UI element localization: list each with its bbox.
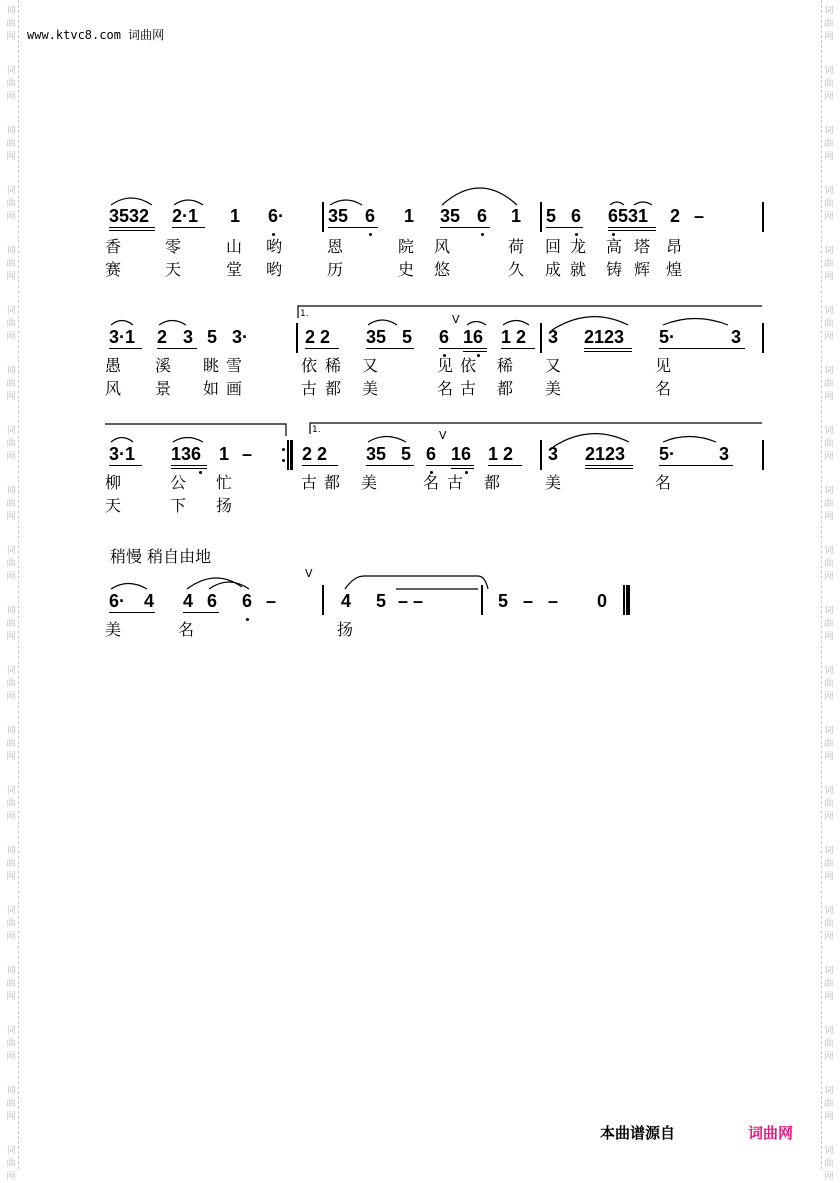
note: 5 bbox=[207, 327, 218, 347]
breath-mark: V bbox=[305, 567, 314, 580]
watermark-glyph: 曲 bbox=[824, 1039, 834, 1049]
note: – – bbox=[398, 591, 424, 611]
slur bbox=[553, 434, 629, 447]
note: 6· bbox=[268, 206, 285, 226]
slur bbox=[159, 321, 186, 326]
lyric: 赛 bbox=[105, 260, 123, 279]
lyric: 稀 bbox=[325, 356, 343, 375]
watermark-glyph: 网 bbox=[6, 392, 16, 402]
watermark-glyph: 词 bbox=[824, 1086, 834, 1096]
watermark-glyph: 曲 bbox=[824, 919, 834, 929]
site-name: 词曲网 bbox=[128, 28, 165, 42]
watermark-glyph: 词 bbox=[824, 366, 834, 376]
note: 5 bbox=[401, 444, 412, 464]
watermark-glyph: 词 bbox=[824, 486, 834, 496]
watermark-glyph: 网 bbox=[824, 32, 834, 42]
lyric: 恩 bbox=[327, 237, 345, 256]
lyric: 高 bbox=[606, 237, 624, 256]
note: 35 bbox=[366, 444, 387, 464]
watermark-glyph: 网 bbox=[6, 152, 16, 162]
note: 0 bbox=[597, 591, 608, 611]
watermark-glyph: 曲 bbox=[6, 559, 16, 569]
watermark-glyph: 曲 bbox=[6, 1039, 16, 1049]
lyric: 天 bbox=[165, 260, 183, 279]
slur bbox=[368, 437, 406, 443]
watermark-glyph: 网 bbox=[6, 512, 16, 522]
lyric: 溪 bbox=[155, 356, 173, 375]
watermark-glyph: 曲 bbox=[6, 979, 16, 989]
watermark-glyph: 曲 bbox=[6, 439, 16, 449]
note: 1 2 bbox=[488, 444, 514, 464]
watermark-glyph: 网 bbox=[824, 812, 834, 822]
watermark-glyph: 网 bbox=[824, 272, 834, 282]
slur bbox=[634, 202, 652, 205]
breath-mark: V bbox=[452, 313, 461, 326]
lyric: 古 bbox=[301, 473, 319, 492]
watermark-glyph: 曲 bbox=[6, 259, 16, 269]
watermark-glyph: 网 bbox=[824, 152, 834, 162]
watermark-glyph: 网 bbox=[6, 752, 16, 762]
watermark-glyph: 曲 bbox=[824, 1099, 834, 1109]
slur bbox=[552, 317, 628, 330]
first-ending-bracket bbox=[105, 424, 286, 436]
note: 35 bbox=[328, 206, 349, 226]
lyric: 美 bbox=[105, 620, 123, 639]
lyric: 山 bbox=[226, 237, 244, 256]
slur bbox=[442, 188, 517, 205]
note: 136 bbox=[171, 444, 202, 464]
watermark-glyph: 词 bbox=[6, 246, 16, 256]
lyric: 风 bbox=[434, 237, 452, 256]
watermark-glyph: 词 bbox=[6, 6, 16, 16]
watermark-glyph: 曲 bbox=[6, 199, 16, 209]
watermark-glyph: 词 bbox=[824, 6, 834, 16]
lyric: 天 bbox=[105, 496, 123, 515]
watermark-glyph: 网 bbox=[6, 1052, 16, 1062]
note: 2 bbox=[670, 206, 681, 226]
lyric: 愚 bbox=[105, 356, 123, 375]
note: 5 bbox=[546, 206, 557, 226]
note: – bbox=[242, 444, 253, 464]
watermark-glyph: 曲 bbox=[6, 679, 16, 689]
watermark-glyph: 曲 bbox=[6, 19, 16, 29]
slur bbox=[111, 321, 133, 326]
watermark-glyph: 词 bbox=[6, 126, 16, 136]
watermark-glyph: 网 bbox=[6, 692, 16, 702]
watermark-glyph: 曲 bbox=[824, 739, 834, 749]
lyric: 眺 bbox=[203, 356, 221, 375]
site-url[interactable]: www.ktvc8.com bbox=[27, 28, 121, 42]
slur bbox=[111, 198, 152, 205]
volta-label: 1. bbox=[312, 425, 321, 435]
watermark-glyph: 网 bbox=[824, 632, 834, 642]
watermark-glyph: 曲 bbox=[6, 739, 16, 749]
watermark-glyph: 词 bbox=[6, 186, 16, 196]
note: – bbox=[694, 206, 705, 226]
lyric: 塔 bbox=[634, 237, 652, 256]
watermark-glyph: 网 bbox=[824, 392, 834, 402]
lyric: 又 bbox=[545, 356, 563, 375]
watermark-glyph: 网 bbox=[6, 992, 16, 1002]
watermark-glyph: 词 bbox=[6, 1146, 16, 1156]
note: – bbox=[523, 591, 534, 611]
watermark-glyph: 词 bbox=[6, 366, 16, 376]
breath-mark: V bbox=[439, 429, 448, 442]
lyric: 龙 bbox=[570, 237, 588, 256]
note: 2123 bbox=[584, 327, 625, 347]
lyric: 都 bbox=[484, 473, 502, 492]
watermark-glyph: 词 bbox=[6, 426, 16, 436]
watermark-glyph: 曲 bbox=[6, 859, 16, 869]
lyric: 久 bbox=[508, 260, 526, 279]
lyric: 柳 bbox=[105, 473, 123, 492]
slur bbox=[187, 578, 242, 589]
lyric: 扬 bbox=[337, 620, 355, 639]
lyric: 依 bbox=[460, 356, 478, 375]
watermark-glyph: 曲 bbox=[6, 799, 16, 809]
watermark-glyph: 网 bbox=[6, 872, 16, 882]
slur bbox=[174, 200, 203, 205]
watermark-glyph: 词 bbox=[824, 606, 834, 616]
lyric: 画 bbox=[226, 379, 244, 398]
lyric: 古 bbox=[447, 473, 465, 492]
watermark-glyph: 词 bbox=[824, 306, 834, 316]
watermark-glyph: 词 bbox=[6, 966, 16, 976]
watermark-glyph: 词 bbox=[6, 66, 16, 76]
lyric: 香 bbox=[105, 237, 123, 256]
watermark-glyph: 词 bbox=[6, 1026, 16, 1036]
watermark-glyph: 词 bbox=[6, 666, 16, 676]
watermark-glyph: 词 bbox=[6, 906, 16, 916]
note: 2 2 bbox=[305, 327, 331, 347]
note: 2123 bbox=[585, 444, 626, 464]
note: 3 bbox=[548, 444, 559, 464]
note: 6 bbox=[426, 444, 437, 464]
watermark-glyph: 网 bbox=[824, 992, 834, 1002]
watermark-glyph: 曲 bbox=[824, 319, 834, 329]
lyric: 美 bbox=[545, 379, 563, 398]
watermark-glyph: 曲 bbox=[6, 919, 16, 929]
lyric: 煌 bbox=[666, 260, 684, 279]
slur bbox=[368, 320, 397, 325]
note: 1 bbox=[219, 444, 230, 464]
lyric: 院 bbox=[398, 237, 416, 256]
volta-bracket bbox=[298, 306, 762, 318]
watermark-glyph: 词 bbox=[6, 1086, 16, 1096]
note: 5 bbox=[498, 591, 509, 611]
note: 3·1 bbox=[109, 327, 136, 347]
note: 3 bbox=[183, 327, 194, 347]
watermark-glyph: 曲 bbox=[6, 319, 16, 329]
note: 4 bbox=[183, 591, 194, 611]
watermark-glyph: 网 bbox=[824, 872, 834, 882]
watermark-glyph: 网 bbox=[6, 812, 16, 822]
note: 5· bbox=[659, 444, 676, 464]
watermark-glyph: 词 bbox=[6, 726, 16, 736]
note: – bbox=[266, 591, 277, 611]
note: 6· bbox=[109, 591, 126, 611]
watermark-glyph: 词 bbox=[824, 846, 834, 856]
watermark-glyph: 曲 bbox=[824, 979, 834, 989]
watermark-glyph: 网 bbox=[824, 1052, 834, 1062]
note: 6 bbox=[242, 591, 253, 611]
note: 6 bbox=[365, 206, 376, 226]
lyric: 如 bbox=[203, 379, 221, 398]
watermark-glyph: 词 bbox=[824, 966, 834, 976]
watermark-glyph: 曲 bbox=[824, 199, 834, 209]
note: 3 bbox=[719, 444, 730, 464]
lyric: 都 bbox=[497, 379, 515, 398]
watermark-glyph: 词 bbox=[824, 1146, 834, 1156]
note: 1 bbox=[230, 206, 241, 226]
note: 3532 bbox=[109, 206, 150, 226]
watermark-glyph: 网 bbox=[824, 512, 834, 522]
note: 16 bbox=[451, 444, 472, 464]
lyric: 稀 bbox=[497, 356, 515, 375]
lyric: 哟 bbox=[266, 260, 284, 279]
watermark-glyph: 词 bbox=[6, 786, 16, 796]
footer-brand-link[interactable]: 词曲网 bbox=[748, 1124, 794, 1142]
slur bbox=[610, 202, 624, 205]
watermark-glyph: 网 bbox=[6, 332, 16, 342]
watermark-glyph: 曲 bbox=[6, 379, 16, 389]
watermark-glyph: 词 bbox=[824, 126, 834, 136]
lyric: 都 bbox=[324, 473, 342, 492]
note: – bbox=[548, 591, 559, 611]
watermark-glyph: 曲 bbox=[824, 259, 834, 269]
lyric: 荷 bbox=[508, 237, 526, 256]
watermark-glyph: 曲 bbox=[6, 1099, 16, 1109]
lyric: 美 bbox=[361, 473, 379, 492]
watermark-glyph: 网 bbox=[6, 92, 16, 102]
note: 1 bbox=[404, 206, 415, 226]
slur bbox=[467, 322, 486, 326]
watermark-glyph: 词 bbox=[824, 246, 834, 256]
watermark-glyph: 词 bbox=[6, 606, 16, 616]
watermark-glyph: 曲 bbox=[6, 499, 16, 509]
watermark-glyph: 词 bbox=[824, 1026, 834, 1036]
lyric: 又 bbox=[362, 356, 380, 375]
watermark-glyph: 曲 bbox=[824, 439, 834, 449]
slur bbox=[663, 437, 716, 443]
lyric: 都 bbox=[325, 379, 343, 398]
lyric: 名 bbox=[178, 620, 196, 639]
watermark-glyph: 词 bbox=[824, 66, 834, 76]
lyric: 就 bbox=[570, 260, 588, 279]
note: 6 bbox=[439, 327, 450, 347]
watermark-glyph: 曲 bbox=[824, 379, 834, 389]
lyric: 雪 bbox=[226, 356, 244, 375]
tempo-marking: 稍慢 稍自由地 bbox=[110, 547, 212, 566]
watermark-glyph: 网 bbox=[824, 332, 834, 342]
note: 35 bbox=[440, 206, 461, 226]
watermark-glyph: 网 bbox=[6, 632, 16, 642]
watermark-glyph: 曲 bbox=[824, 79, 834, 89]
lyric: 美 bbox=[362, 379, 380, 398]
note: 5 bbox=[402, 327, 413, 347]
watermark-glyph: 词 bbox=[6, 546, 16, 556]
lyric: 名 bbox=[423, 473, 441, 492]
slur bbox=[663, 319, 728, 326]
lyric: 悠 bbox=[434, 260, 452, 279]
note: 2 2 bbox=[302, 444, 328, 464]
lyric: 依 bbox=[301, 356, 319, 375]
slur bbox=[503, 321, 529, 326]
watermark-glyph: 网 bbox=[824, 1172, 834, 1182]
lyric: 古 bbox=[460, 379, 478, 398]
note: 3· bbox=[232, 327, 249, 347]
footer-source-label: 本曲谱源自 bbox=[600, 1124, 676, 1142]
watermark-glyph: 网 bbox=[824, 212, 834, 222]
slur bbox=[330, 200, 362, 205]
lyric: 忙 bbox=[216, 473, 234, 492]
note: 4 bbox=[341, 591, 352, 611]
lyric: 辉 bbox=[634, 260, 652, 279]
lyric: 历 bbox=[327, 260, 345, 279]
lyric: 史 bbox=[398, 260, 416, 279]
lyric: 景 bbox=[155, 379, 173, 398]
note: 2 bbox=[157, 327, 168, 347]
lyric: 见 bbox=[655, 356, 673, 375]
lyric: 风 bbox=[105, 379, 123, 398]
watermark-glyph: 词 bbox=[824, 726, 834, 736]
watermark-glyph: 曲 bbox=[824, 799, 834, 809]
note: 4 bbox=[144, 591, 155, 611]
note: 3 bbox=[731, 327, 742, 347]
watermark-glyph: 曲 bbox=[824, 619, 834, 629]
lyric: 公 bbox=[170, 473, 188, 492]
lyric: 堂 bbox=[226, 260, 244, 279]
watermark-glyph: 词 bbox=[824, 186, 834, 196]
volta-label: 1. bbox=[300, 309, 309, 319]
slur bbox=[345, 576, 488, 589]
watermark-glyph: 网 bbox=[824, 452, 834, 462]
lyric: 铸 bbox=[606, 260, 624, 279]
watermark-glyph: 词 bbox=[824, 666, 834, 676]
watermark-glyph: 网 bbox=[6, 272, 16, 282]
watermark-glyph: 曲 bbox=[824, 859, 834, 869]
watermark-glyph: 词 bbox=[6, 306, 16, 316]
note: 5· bbox=[659, 327, 676, 347]
watermark-glyph: 网 bbox=[6, 452, 16, 462]
lyric: 名 bbox=[655, 379, 673, 398]
note: 3·1 bbox=[109, 444, 136, 464]
watermark-glyph: 曲 bbox=[6, 79, 16, 89]
lyric: 昂 bbox=[666, 237, 684, 256]
watermark-glyph: 曲 bbox=[824, 679, 834, 689]
watermark-glyph: 网 bbox=[824, 932, 834, 942]
note: 6 bbox=[477, 206, 488, 226]
lyric: 见 bbox=[437, 356, 455, 375]
watermark-glyph: 词 bbox=[824, 426, 834, 436]
lyric: 美 bbox=[545, 473, 563, 492]
watermark-glyph: 网 bbox=[824, 1112, 834, 1122]
slur bbox=[111, 584, 147, 590]
watermark-glyph: 词 bbox=[6, 846, 16, 856]
watermark-glyph: 网 bbox=[824, 692, 834, 702]
lyric: 下 bbox=[170, 496, 188, 515]
watermark-glyph: 网 bbox=[6, 1172, 16, 1182]
watermark-glyph: 曲 bbox=[824, 1159, 834, 1169]
lyric: 哟 bbox=[266, 237, 284, 256]
watermark-glyph: 词 bbox=[824, 786, 834, 796]
note: 3 bbox=[548, 327, 559, 347]
watermark-glyph: 词 bbox=[824, 546, 834, 556]
note: 6 bbox=[207, 591, 218, 611]
lyric: 扬 bbox=[216, 496, 234, 515]
note: 16 bbox=[463, 327, 484, 347]
volta-bracket bbox=[310, 423, 762, 434]
slur bbox=[173, 438, 203, 443]
watermark-glyph: 曲 bbox=[824, 19, 834, 29]
lyric: 名 bbox=[437, 379, 455, 398]
note: 1 bbox=[511, 206, 522, 226]
watermark-glyph: 网 bbox=[824, 572, 834, 582]
note: 6531 bbox=[608, 206, 649, 226]
watermark-glyph: 网 bbox=[6, 1112, 16, 1122]
watermark-glyph: 曲 bbox=[6, 619, 16, 629]
watermark-glyph: 曲 bbox=[6, 139, 16, 149]
lyric: 回 bbox=[545, 237, 563, 256]
watermark-glyph: 曲 bbox=[824, 139, 834, 149]
watermark-glyph: 网 bbox=[6, 932, 16, 942]
watermark-glyph: 曲 bbox=[6, 1159, 16, 1169]
watermark-glyph: 词 bbox=[6, 486, 16, 496]
lyric: 名 bbox=[655, 473, 673, 492]
slur bbox=[209, 582, 249, 589]
note: 2·1 bbox=[172, 206, 199, 226]
note: 6 bbox=[571, 206, 582, 226]
note: 1 2 bbox=[501, 327, 527, 347]
note: 5 bbox=[376, 591, 387, 611]
lyric: 古 bbox=[301, 379, 319, 398]
lyric: 零 bbox=[165, 237, 183, 256]
slur bbox=[111, 438, 133, 443]
watermark-glyph: 网 bbox=[6, 572, 16, 582]
watermark-glyph: 网 bbox=[6, 32, 16, 42]
watermark-glyph: 曲 bbox=[824, 499, 834, 509]
watermark-glyph: 词 bbox=[824, 906, 834, 916]
watermark-glyph: 网 bbox=[824, 752, 834, 762]
watermark-glyph: 网 bbox=[6, 212, 16, 222]
watermark-glyph: 网 bbox=[824, 92, 834, 102]
lyric: 成 bbox=[545, 260, 563, 279]
watermark-glyph: 曲 bbox=[824, 559, 834, 569]
note: 35 bbox=[366, 327, 387, 347]
